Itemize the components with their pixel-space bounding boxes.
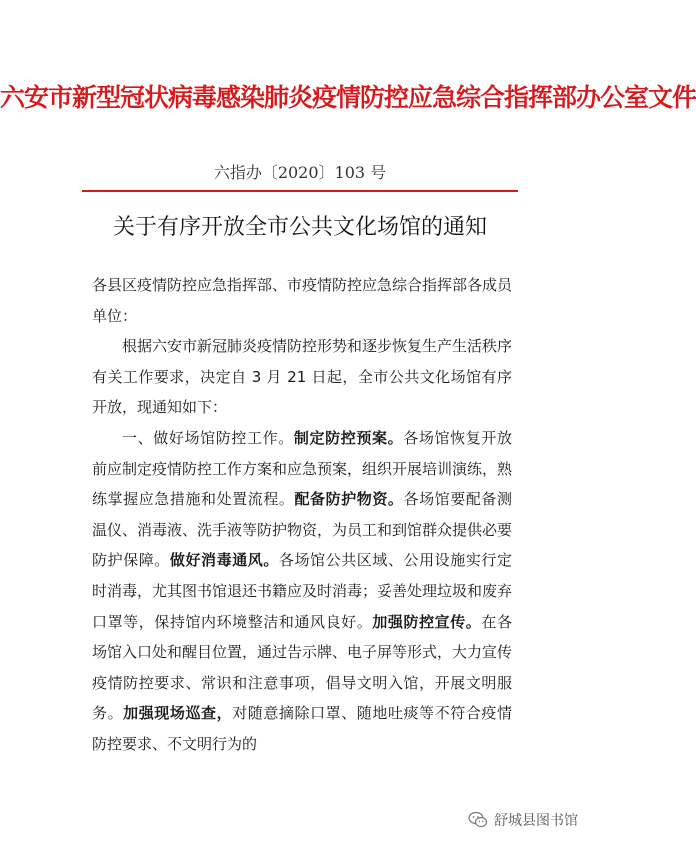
document-title: 关于有序开放全市公共文化场馆的通知 (112, 215, 487, 240)
salutation: 各县区疫情防控应急指挥部、市疫情防控应急综合指挥部各成员单位： (92, 276, 513, 325)
wechat-icon (468, 811, 488, 829)
subsection-2-text: 各场馆要配备测温仪、消毒液、洗手液等防护物资，为员工和到馆群众提供必要防护保障。 (92, 490, 513, 570)
document-body (92, 270, 512, 760)
subsection-5-title: 加强现场巡查， (123, 704, 233, 723)
subsection-2-title: 配备防护物资。 (294, 490, 404, 509)
subsection-4-title: 加强防控宣传。 (372, 612, 482, 631)
watermark-text: 舒城县图书馆 (494, 813, 578, 829)
section-1-heading: 一、做好场馆防控工作。 (122, 428, 294, 447)
subsection-3-text: 各场馆公共区域、公用设施实行定时消毒，尤其图书馆退还书籍应及时消毒；妥善处理垃圾和废弃口罩等，保持馆内环境整洁和通风良好。 (92, 551, 513, 631)
subsection-3-title: 做好消毒通风。 (169, 551, 279, 570)
intro-paragraph: 根据六安市新冠肺炎疫情防控形势和逐步恢复生产生活秩序有关工作要求，决定自 3 月 21 日起，全市公共文化场馆有序开放，现通知如下： (92, 337, 513, 417)
subsection-4-text: 在各场馆入口处和醒目位置，通过告示牌、电子屏等形式，大力宣传疫情防控要求、常识和注意事项，倡导文明入馆，开展文明服务。 (92, 612, 513, 723)
document-number: 六指办〔2020〕103 号 (213, 163, 387, 182)
section-1-paragraph (92, 423, 512, 760)
watermark (468, 810, 578, 830)
issuer-title: 六安市新型冠状病毒感染肺炎疫情防控应急综合指挥部办公室文件 (0, 83, 696, 112)
red-divider (82, 190, 518, 192)
subsection-5-text: 对随意摘除口罩、随地吐痰等不符合疫情防控要求、不文明行为的 (92, 704, 512, 753)
subsection-1-text: 各场馆恢复开放前应制定疫情防控工作方案和应急预案，组织开展培训演练，熟练掌握应急措施和处置流程。 (92, 428, 513, 509)
subsection-1-title: 制定防控预案。 (293, 428, 404, 447)
